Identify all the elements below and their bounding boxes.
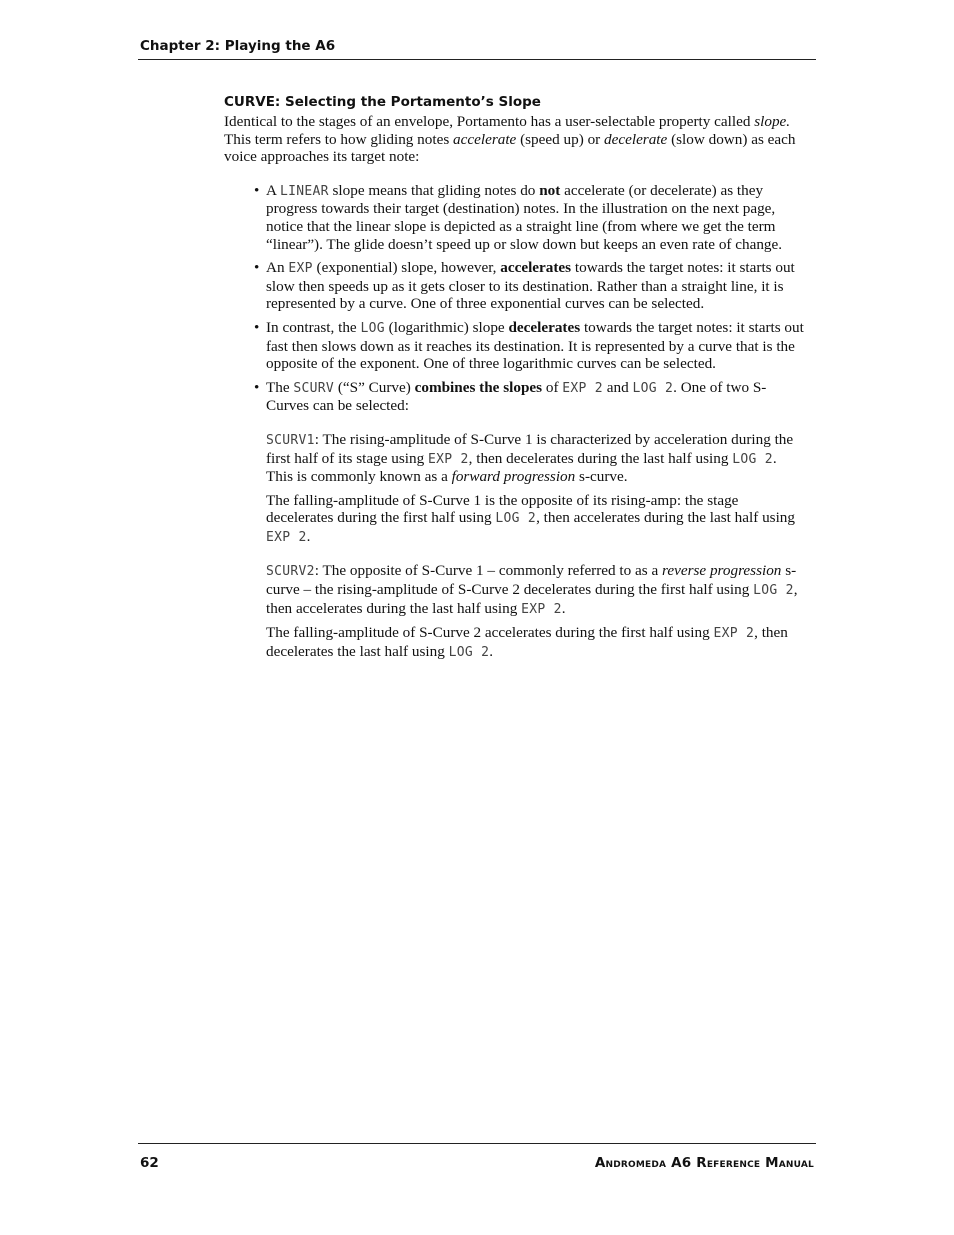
header-rule bbox=[138, 59, 816, 60]
term-accelerate: accelerate bbox=[453, 130, 517, 148]
scurv1-falling bbox=[266, 492, 804, 547]
display-code: EXP bbox=[288, 261, 313, 277]
para-text: The falling-amplitude of S-Curve 2 accelerates during the first half using bbox=[266, 624, 714, 642]
para-text: . bbox=[489, 642, 494, 660]
intro-paragraph bbox=[224, 113, 804, 166]
scurv-details bbox=[266, 431, 804, 662]
bullet-text: A bbox=[266, 181, 280, 199]
bullet-text: and bbox=[602, 378, 633, 396]
page-number: 62 bbox=[140, 1155, 159, 1171]
display-code: SCURV1 bbox=[266, 432, 315, 448]
bullet-log bbox=[224, 319, 804, 373]
section-title: CURVE: Selecting the Portamento’s Slope bbox=[224, 94, 541, 110]
display-code: LOG 2 bbox=[448, 644, 490, 660]
display-code: EXP 2 bbox=[713, 626, 755, 642]
para-text: , then accelerates during the last half using bbox=[536, 509, 795, 527]
bullet-text: In contrast, the bbox=[266, 318, 361, 336]
bullet-text: of bbox=[542, 378, 563, 396]
scurv2-falling bbox=[266, 624, 804, 661]
bullet-text: slope means that gliding notes do bbox=[328, 181, 540, 199]
term-forward-progression: forward progression bbox=[451, 468, 576, 486]
para-text: . bbox=[306, 527, 311, 545]
footer-rule bbox=[138, 1143, 816, 1144]
bullet-scurv bbox=[224, 379, 804, 662]
para-text: : The rising-amplitude of S-Curve 1 is characterized by acceleration during the first half of its stage using bbox=[266, 430, 794, 467]
bullet-exp bbox=[224, 259, 804, 313]
para-text: , then accelerates during the last half using bbox=[266, 581, 798, 617]
slope-list bbox=[224, 182, 804, 662]
intro-text: (slow down) as each voice approaches its target note: bbox=[224, 130, 796, 166]
bullet-linear bbox=[224, 182, 804, 253]
para-text: . bbox=[561, 599, 566, 617]
para-text: , then decelerates during the last half using bbox=[468, 449, 733, 467]
bullet-text: (exponential) slope, however, bbox=[312, 259, 501, 277]
bold-text: decelerates bbox=[508, 318, 581, 336]
bullet-text: towards the target notes: it starts out slow then speeds up as it gets closer to its destination. Rather than a straight line, it is represented by a curve. One of three exponential curves can be selected. bbox=[266, 259, 795, 313]
display-code: SCURV2 bbox=[266, 564, 315, 580]
display-code: EXP 2 bbox=[266, 529, 307, 545]
bold-text: accelerates bbox=[500, 259, 572, 277]
intro-text: (speed up) or bbox=[516, 130, 605, 148]
running-head: Chapter 2: Playing the A6 bbox=[140, 38, 336, 54]
term-reverse-progression: reverse progression bbox=[662, 562, 782, 580]
term-slope: slope. bbox=[754, 113, 791, 130]
bullet-text: The bbox=[266, 378, 294, 396]
bullet-text: towards the target notes: it starts out fast then slows down as it reaches its destination. It is represented by a curve that is the opposite of the exponent. One of three logarithmic curves can be selected. bbox=[266, 318, 804, 373]
intro-text: Identical to the stages of an envelope, Portamento has a user-selectable property called bbox=[224, 113, 755, 130]
bullet-text: An bbox=[266, 259, 289, 277]
display-code: EXP 2 bbox=[427, 451, 469, 467]
display-code: LOG 2 bbox=[632, 380, 674, 396]
display-code: LINEAR bbox=[279, 183, 329, 199]
manual-title: Andromeda A6 Reference Manual bbox=[594, 1155, 814, 1171]
bullet-text: (logarithmic) slope bbox=[384, 318, 509, 336]
intro-text: This term refers to how gliding notes bbox=[224, 130, 454, 148]
display-code: EXP 2 bbox=[521, 601, 562, 617]
bold-text: not bbox=[539, 181, 561, 199]
term-decelerate: decelerate bbox=[604, 130, 668, 148]
para-text: s-curve – the rising-amplitude of S-Curve 2 decelerates during the first half using bbox=[266, 562, 797, 599]
scurv1-rising bbox=[266, 431, 804, 486]
display-code: SCURV bbox=[293, 380, 335, 396]
display-code: LOG bbox=[360, 320, 385, 336]
bullet-text: (“S” Curve) bbox=[334, 378, 415, 396]
bullet-text: accelerate (or decelerate) as they progress towards their target (destination) notes. In the illustration on the next page, notice that the linear slope is depicted as a straight line (from where we get the term “linear”). The glide doesn’t speed up or slow down but keeps an even rate of change. bbox=[266, 181, 783, 253]
bold-text: combines the slopes bbox=[414, 378, 543, 396]
page-body bbox=[224, 94, 804, 667]
display-code: LOG 2 bbox=[753, 583, 794, 599]
bullet-text: . One of two S-Curves can be selected: bbox=[266, 378, 767, 415]
display-code: LOG 2 bbox=[495, 511, 537, 527]
display-code: EXP 2 bbox=[562, 380, 603, 396]
para-text: The falling-amplitude of S-Curve 1 is the opposite of its rising-amp: the stage decelerates during the first half using bbox=[266, 491, 739, 527]
para-text: , then decelerates the last half using bbox=[266, 624, 788, 660]
scurv2-rising bbox=[266, 562, 804, 618]
display-code: LOG 2 bbox=[732, 451, 773, 467]
para-text: s-curve. bbox=[575, 468, 628, 486]
para-text: . This is commonly known as a bbox=[266, 449, 777, 486]
para-text: : The opposite of S-Curve 1 – commonly referred to as a bbox=[314, 562, 663, 580]
